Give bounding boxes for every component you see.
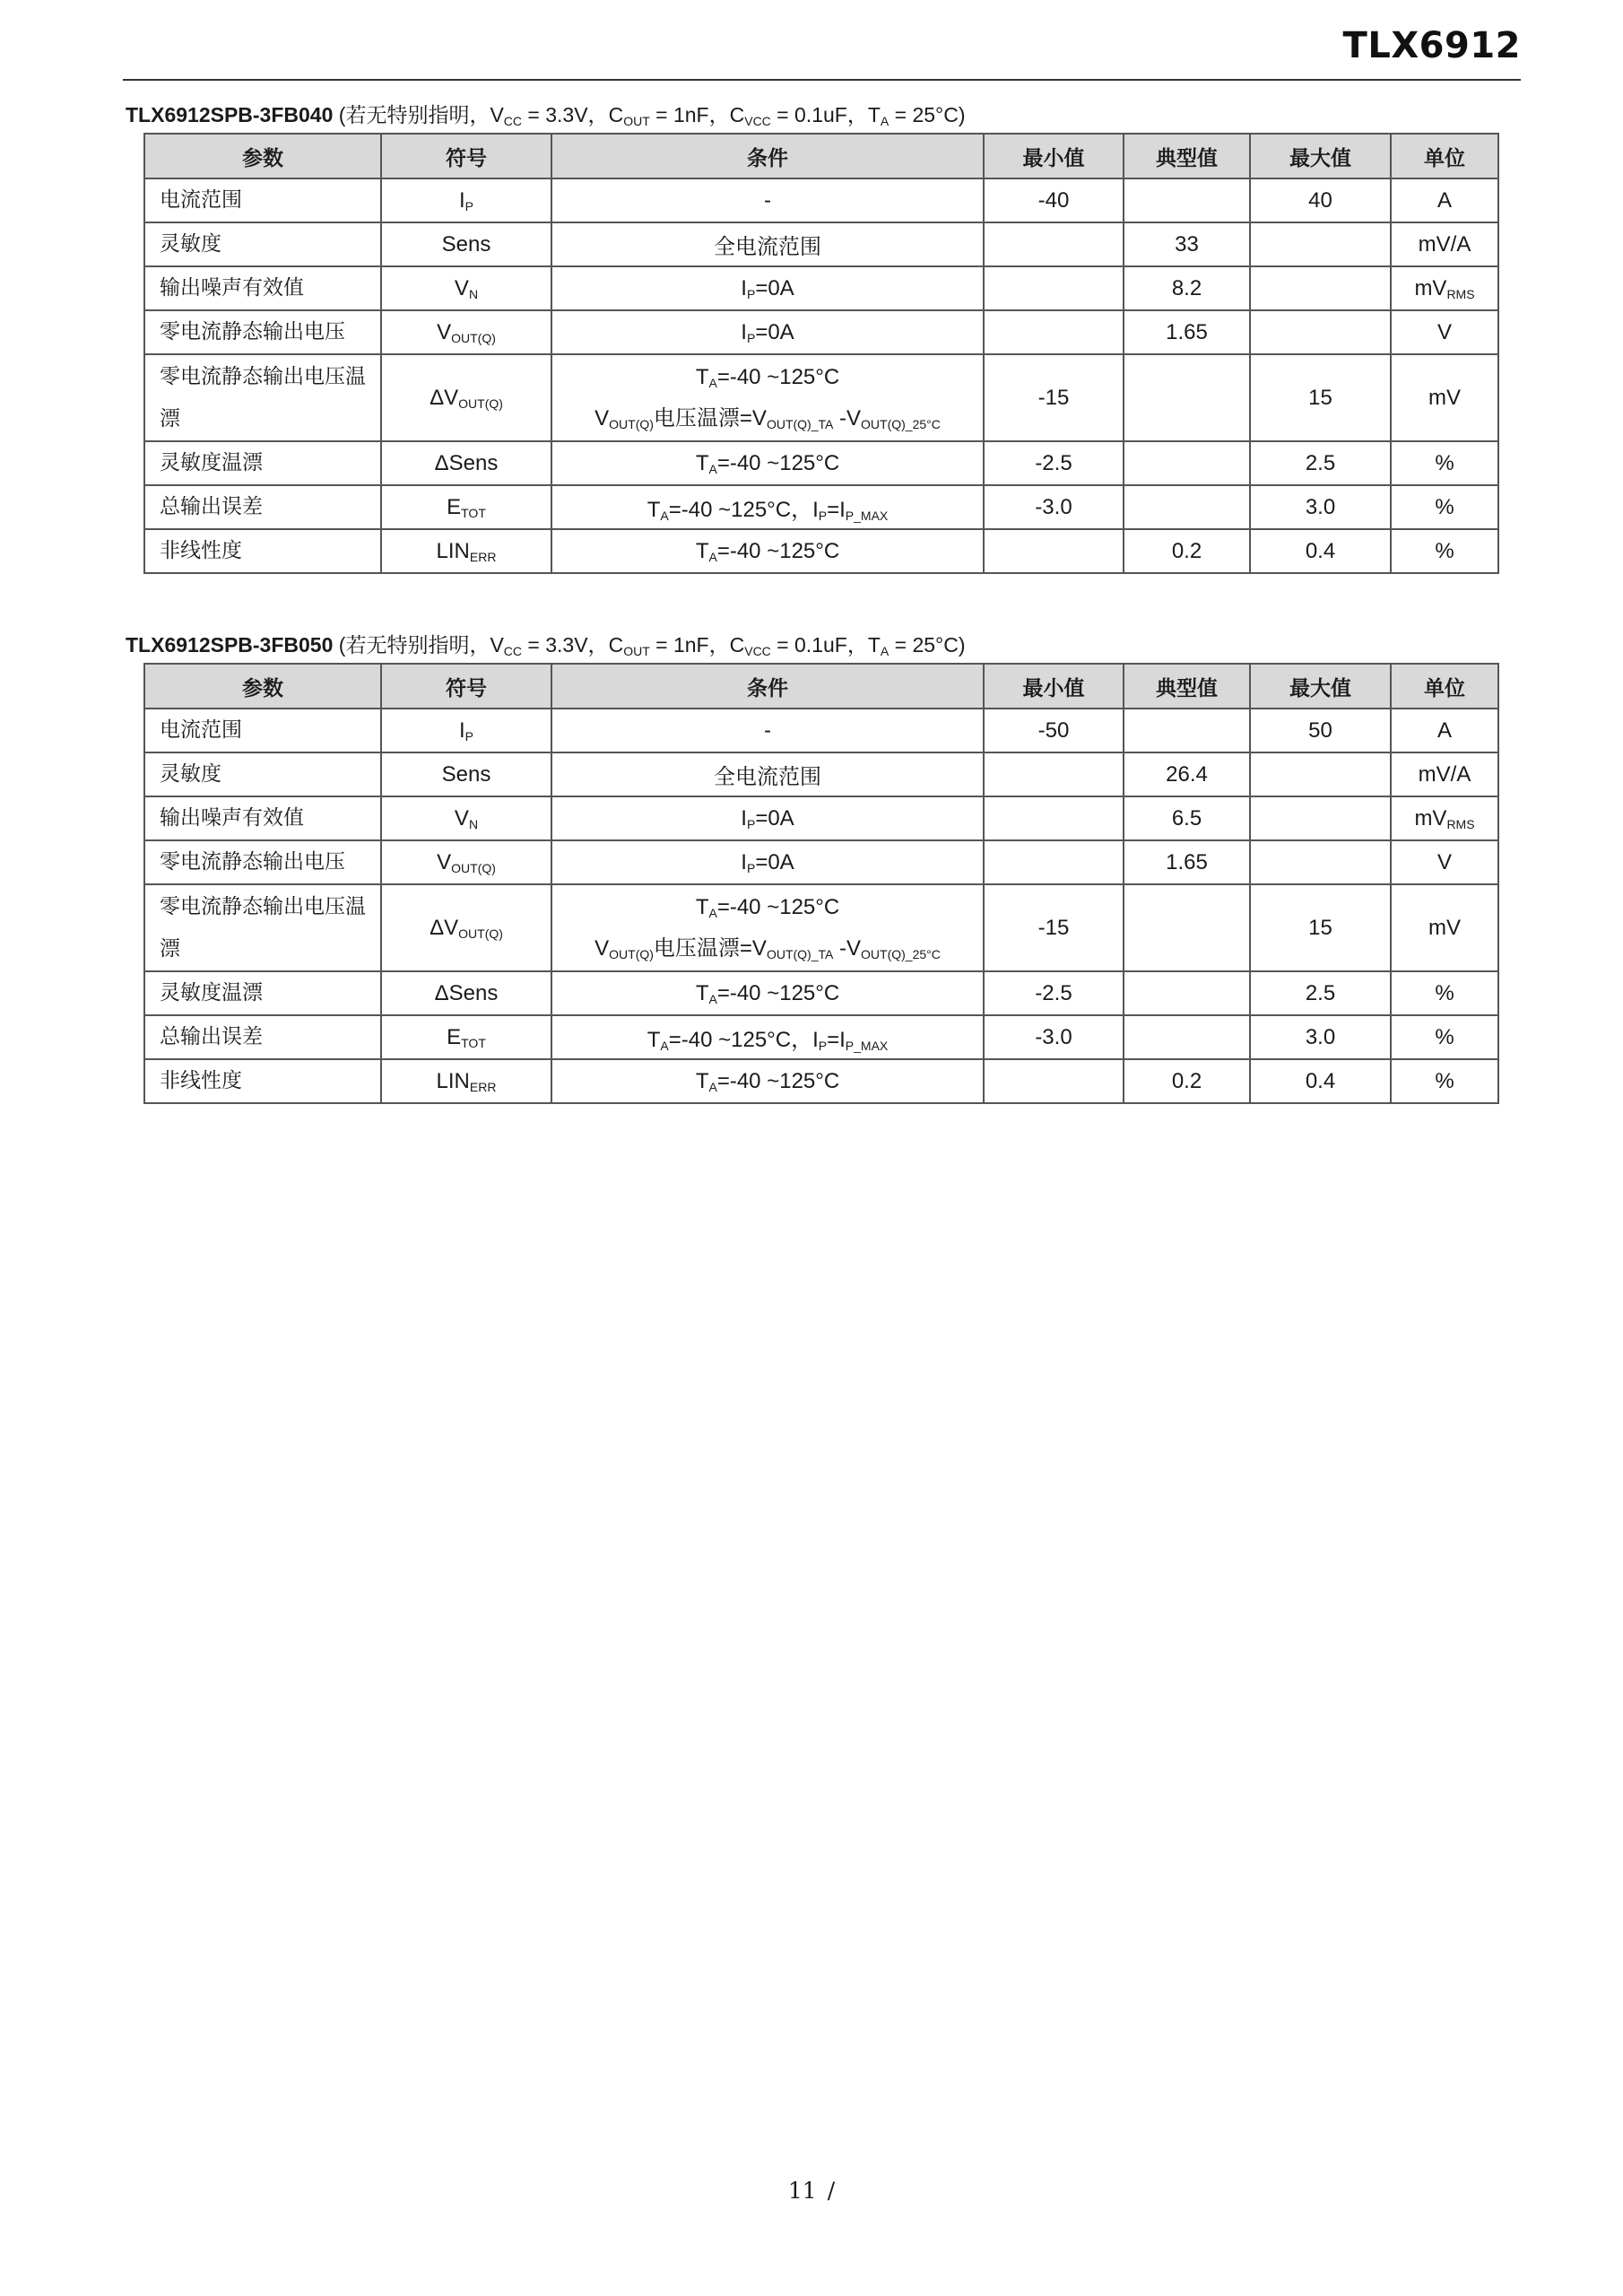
typ-cell: 1.65 [1124,840,1250,884]
col-header-typ: 典型值 [1124,664,1250,709]
table-row [144,709,1498,752]
max-cell [1250,310,1391,354]
param-cell: 零电流静态输出电压温漂 [144,354,381,441]
table-row [144,752,1498,796]
condition-cell: $T_A=-40$ ~125°C [551,441,984,485]
unit-cell: A [1391,178,1498,222]
condition-line: $V_{OUT(Q)}$电压温漂$=V_{OUT(Q)\_TA}$ $-V_{OUT(Q)\_25^\circ C}$ [595,405,941,431]
typ-cell [1124,709,1250,752]
param-cell: 总输出误差 [144,485,381,529]
condition-cell: $I_P=0A$ [551,310,984,354]
min-cell: -3.0 [984,485,1124,529]
page-number-separator: / [827,2178,836,2204]
condition-cell: $I_P=0A$ [551,796,984,840]
unit-cell: % [1391,441,1498,485]
document-title: TLX6912 [1342,25,1521,66]
condition-cell [551,884,984,971]
max-cell [1250,752,1391,796]
page-number [0,2178,1623,2204]
unit-cell: % [1391,1059,1498,1103]
col-header-min: 最小值 [984,664,1124,709]
min-cell [984,752,1124,796]
unit-cell: % [1391,1015,1498,1059]
min-cell [984,1059,1124,1103]
max-cell: 3.0 [1250,485,1391,529]
min-cell: -15 [984,884,1124,971]
condition-cell: 全电流范围 [551,222,984,266]
table-row [144,884,1498,971]
max-cell: 40 [1250,178,1391,222]
typ-cell: 26.4 [1124,752,1250,796]
spec-table [143,663,1499,1104]
param-cell: 零电流静态输出电压 [144,310,381,354]
col-header-unit: 单位 [1391,664,1498,709]
table-header-row [144,134,1498,178]
typ-cell [1124,971,1250,1015]
typ-cell [1124,1015,1250,1059]
min-cell: -50 [984,709,1124,752]
col-header-max: 最大值 [1250,134,1391,178]
symbol-cell: ΔSens [381,971,551,1015]
typ-cell: 0.2 [1124,529,1250,573]
table-row [144,441,1498,485]
unit-cell: mV [1391,354,1498,441]
condition-cell [551,354,984,441]
min-cell: -3.0 [984,1015,1124,1059]
max-cell [1250,266,1391,310]
table-row [144,222,1498,266]
table-row [144,796,1498,840]
symbol-cell: Sens [381,752,551,796]
symbol-cell: $V_{OUT(Q)}$ [381,840,551,884]
unit-cell: mV/A [1391,222,1498,266]
min-cell [984,840,1124,884]
param-cell: 灵敏度 [144,222,381,266]
unit-cell: V [1391,840,1498,884]
min-cell [984,796,1124,840]
max-cell [1250,840,1391,884]
unit-cell: $mV_{RMS}$ [1391,266,1498,310]
col-header-symbol: 符号 [381,134,551,178]
min-cell [984,266,1124,310]
col-header-unit: 单位 [1391,134,1498,178]
condition-cell: $T_A=-40$ ~125°C [551,1059,984,1103]
table-row [144,266,1498,310]
max-cell: 15 [1250,354,1391,441]
table-row [144,310,1498,354]
param-cell: 电流范围 [144,178,381,222]
unit-cell: $mV_{RMS}$ [1391,796,1498,840]
table-row [144,529,1498,573]
max-cell: 2.5 [1250,441,1391,485]
symbol-cell: $E_{TOT}$ [381,1015,551,1059]
table-caption: TLX6912SPB-3FB050 (若无特别指明，$V_{CC} = 3.3V$，$C_{OUT} = 1nF$，$C_{VCC} = 0.1uF$，$T_A = 25^\circ C$) [126,633,966,658]
col-header-condition: 条件 [551,134,984,178]
typ-cell: 33 [1124,222,1250,266]
typ-cell: 8.2 [1124,266,1250,310]
symbol-cell: $V_{OUT(Q)}$ [381,310,551,354]
header-rule [123,79,1521,81]
col-header-typ: 典型值 [1124,134,1250,178]
param-cell: 零电流静态输出电压温漂 [144,884,381,971]
typ-cell: 1.65 [1124,310,1250,354]
table-row [144,1015,1498,1059]
typ-cell [1124,354,1250,441]
max-cell [1250,222,1391,266]
table-row [144,840,1498,884]
param-cell: 非线性度 [144,529,381,573]
max-cell: 50 [1250,709,1391,752]
condition-line: $T_A=-40$ ~125°C [695,894,840,920]
unit-cell: % [1391,529,1498,573]
symbol-cell: $\Delta V_{OUT(Q)}$ [381,884,551,971]
condition-cell: $T_A=-40$ ~125°C，$I_P=I_{P\_MAX}$ [551,1015,984,1059]
symbol-cell: $I_P$ [381,178,551,222]
symbol-cell: $I_P$ [381,709,551,752]
table-caption: TLX6912SPB-3FB040 (若无特别指明，$V_{CC} = 3.3V$，$C_{OUT} = 1nF$，$C_{VCC} = 0.1uF$，$T_A = 25^\circ C$) [126,103,966,128]
table-row [144,1059,1498,1103]
table-header-row [144,664,1498,709]
typ-cell [1124,485,1250,529]
table-row [144,971,1498,1015]
unit-cell: % [1391,485,1498,529]
typ-cell [1124,178,1250,222]
param-cell: 输出噪声有效值 [144,796,381,840]
condition-cell: $I_P=0A$ [551,840,984,884]
unit-cell: V [1391,310,1498,354]
symbol-cell: $LIN_{ERR}$ [381,529,551,573]
symbol-cell: $V_N$ [381,796,551,840]
unit-cell: mV [1391,884,1498,971]
param-cell: 灵敏度温漂 [144,441,381,485]
unit-cell: A [1391,709,1498,752]
max-cell: 15 [1250,884,1391,971]
param-cell: 零电流静态输出电压 [144,840,381,884]
condition-cell: $T_A=-40$ ~125°C [551,529,984,573]
condition-cell: - [551,178,984,222]
condition-cell: $T_A=-40$ ~125°C [551,971,984,1015]
max-cell [1250,796,1391,840]
symbol-cell: ΔSens [381,441,551,485]
table-row [144,354,1498,441]
col-header-param: 参数 [144,134,381,178]
symbol-cell: $\Delta V_{OUT(Q)}$ [381,354,551,441]
page-number-value: 11 [787,2178,817,2204]
condition-cell: $T_A=-40$ ~125°C，$I_P=I_{P\_MAX}$ [551,485,984,529]
max-cell: 0.4 [1250,1059,1391,1103]
typ-cell [1124,441,1250,485]
typ-cell: 0.2 [1124,1059,1250,1103]
min-cell: -40 [984,178,1124,222]
unit-cell: % [1391,971,1498,1015]
min-cell [984,222,1124,266]
param-cell: 总输出误差 [144,1015,381,1059]
col-header-param: 参数 [144,664,381,709]
param-cell: 电流范围 [144,709,381,752]
unit-cell: mV/A [1391,752,1498,796]
max-cell: 2.5 [1250,971,1391,1015]
param-cell: 灵敏度温漂 [144,971,381,1015]
symbol-cell: $LIN_{ERR}$ [381,1059,551,1103]
condition-line: $V_{OUT(Q)}$电压温漂$=V_{OUT(Q)\_TA}$ $-V_{OUT(Q)\_25^\circ C}$ [595,935,941,961]
spec-section-1 [126,100,1497,574]
max-cell: 0.4 [1250,529,1391,573]
param-cell: 灵敏度 [144,752,381,796]
symbol-cell: $E_{TOT}$ [381,485,551,529]
typ-cell: 6.5 [1124,796,1250,840]
min-cell: -2.5 [984,971,1124,1015]
param-cell: 非线性度 [144,1059,381,1103]
symbol-cell: Sens [381,222,551,266]
condition-line: $T_A=-40$ ~125°C [695,364,840,390]
min-cell [984,529,1124,573]
condition-cell: 全电流范围 [551,752,984,796]
col-header-condition: 条件 [551,664,984,709]
part-number: TLX6912SPB-3FB040 [126,103,334,126]
table-row [144,485,1498,529]
condition-cell: - [551,709,984,752]
symbol-cell: $V_N$ [381,266,551,310]
typ-cell [1124,884,1250,971]
col-header-symbol: 符号 [381,664,551,709]
part-number: TLX6912SPB-3FB050 [126,633,334,657]
col-header-max: 最大值 [1250,664,1391,709]
spec-table [143,133,1499,574]
col-header-min: 最小值 [984,134,1124,178]
min-cell: -15 [984,354,1124,441]
max-cell: 3.0 [1250,1015,1391,1059]
param-cell: 输出噪声有效值 [144,266,381,310]
condition-cell: $I_P=0A$ [551,266,984,310]
spec-section-2 [126,631,1497,1104]
min-cell [984,310,1124,354]
min-cell: -2.5 [984,441,1124,485]
table-row [144,178,1498,222]
